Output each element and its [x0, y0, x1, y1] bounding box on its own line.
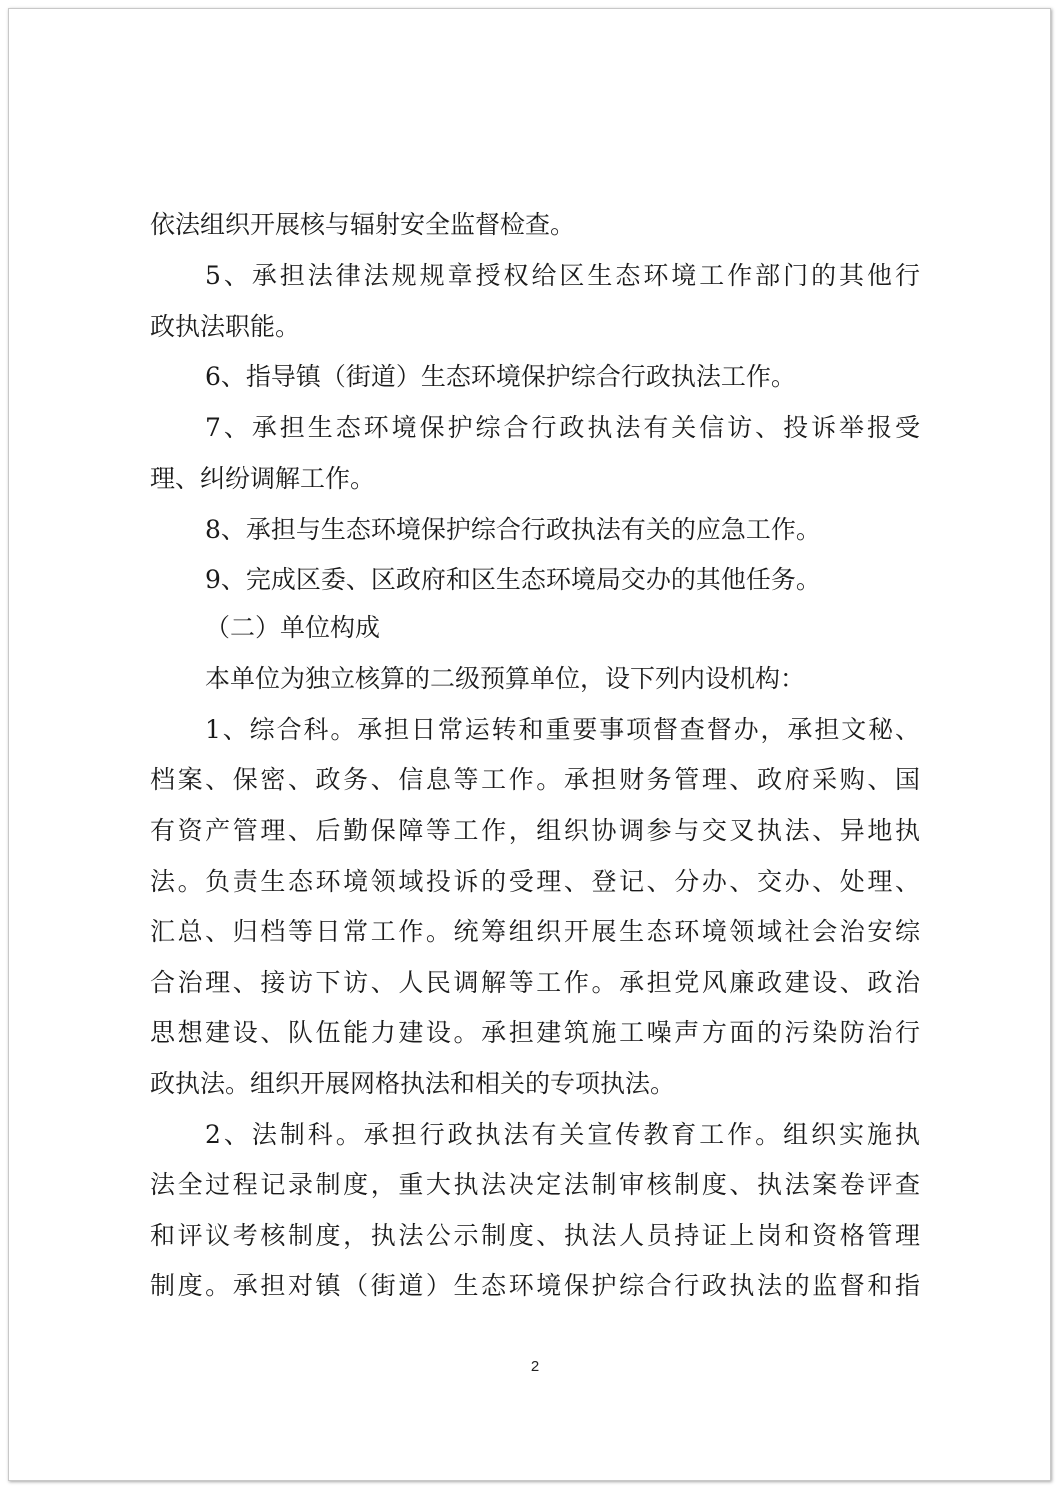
page-number: 2: [530, 1358, 540, 1375]
body-text-line: 法。负责生态环境领域投诉的受理、登记、分办、交办、处理、: [150, 867, 920, 896]
section-heading: （二）单位构成: [205, 613, 381, 642]
body-text-line: 政执法。组织开展网格执法和相关的专项执法。: [150, 1069, 676, 1098]
body-text-line: 政执法职能。: [150, 312, 301, 341]
body-text-line: 思想建设、队伍能力建设。承担建筑施工噪声方面的污染防治行: [150, 1018, 920, 1047]
body-text-line: 法全过程记录制度，重大执法决定法制审核制度、执法案卷评查: [150, 1170, 920, 1199]
body-text-line: 2、法制科。承担行政执法有关宣传教育工作。组织实施执: [205, 1120, 920, 1149]
body-text-line: 档案、保密、政务、信息等工作。承担财务管理、政府采购、国: [150, 765, 920, 794]
body-text-line: 5、承担法律法规规章授权给区生态环境工作部门的其他行: [205, 261, 920, 290]
body-text-line: 制度。承担对镇（街道）生态环境保护综合行政执法的监督和指: [150, 1271, 920, 1300]
body-text-line: 7、承担生态环境保护综合行政执法有关信访、投诉举报受: [205, 413, 920, 442]
body-text-line: 6、指导镇（街道）生态环境保护综合行政执法工作。: [205, 362, 796, 391]
body-text-line: 依法组织开展核与辐射安全监督检查。: [150, 210, 576, 239]
body-text-line: 本单位为独立核算的二级预算单位，设下列内设机构：: [205, 664, 806, 693]
body-text-line: 理、纠纷调解工作。: [150, 464, 376, 493]
body-text-line: 9、完成区委、区政府和区生态环境局交办的其他任务。: [205, 565, 821, 594]
body-text-line: 1、综合科。承担日常运转和重要事项督查督办，承担文秘、: [205, 715, 920, 744]
body-text-line: 和评议考核制度，执法公示制度、执法人员持证上岗和资格管理: [150, 1221, 920, 1250]
body-text-line: 有资产管理、后勤保障等工作，组织协调参与交叉执法、异地执: [150, 816, 920, 845]
body-text-line: 汇总、归档等日常工作。统筹组织开展生态环境领域社会治安综: [150, 917, 920, 946]
body-text-line: 合治理、接访下访、人民调解等工作。承担党风廉政建设、政治: [150, 968, 920, 997]
body-text-line: 8、承担与生态环境保护综合行政执法有关的应急工作。: [205, 515, 821, 544]
